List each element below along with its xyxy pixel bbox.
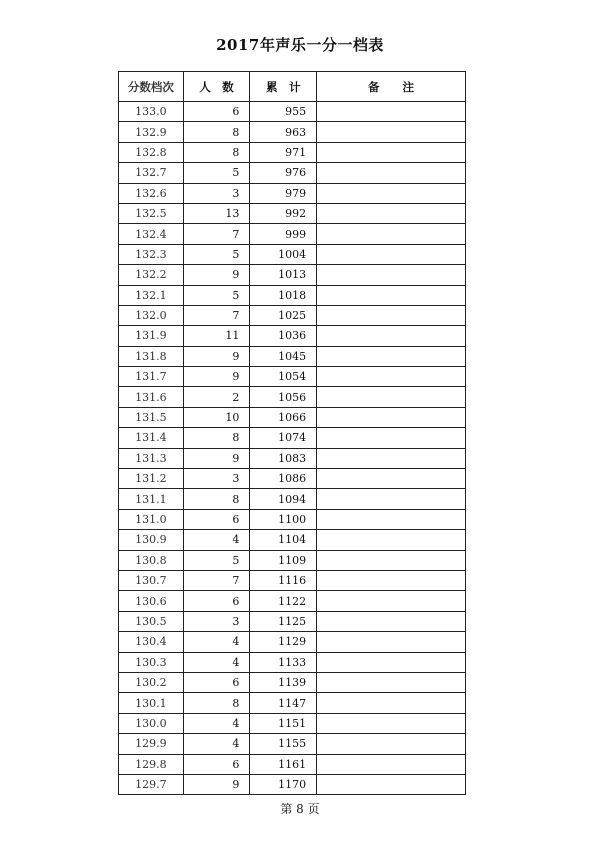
score-cell: 131.5 (119, 407, 184, 427)
score-cell: 131.0 (119, 509, 184, 529)
cumulative-cell: 979 (250, 183, 317, 203)
cumulative-cell: 1004 (250, 244, 317, 264)
note-cell (317, 570, 466, 590)
count-cell: 9 (183, 265, 250, 285)
score-cell: 130.6 (119, 591, 184, 611)
table-row (119, 734, 466, 754)
table-row (119, 265, 466, 285)
note-cell (317, 469, 466, 489)
table-row (119, 570, 466, 590)
count-cell: 6 (183, 102, 250, 122)
count-cell: 6 (183, 754, 250, 774)
count-cell: 5 (183, 244, 250, 264)
note-cell (317, 672, 466, 692)
cumulative-cell: 1083 (250, 448, 317, 468)
count-cell: 8 (183, 693, 250, 713)
cumulative-cell: 1045 (250, 346, 317, 366)
table-row (119, 774, 466, 794)
note-cell (317, 530, 466, 550)
cumulative-cell: 963 (250, 122, 317, 142)
score-cell: 130.7 (119, 570, 184, 590)
cumulative-cell: 1155 (250, 734, 317, 754)
count-cell: 7 (183, 305, 250, 325)
table-body (119, 102, 466, 795)
score-cell: 131.6 (119, 387, 184, 407)
table-row (119, 122, 466, 142)
score-cell: 129.7 (119, 774, 184, 794)
table-row (119, 632, 466, 652)
note-cell (317, 489, 466, 509)
count-cell: 10 (183, 407, 250, 427)
table-row (119, 448, 466, 468)
cumulative-cell: 1122 (250, 591, 317, 611)
cumulative-cell: 1086 (250, 469, 317, 489)
table-row (119, 142, 466, 162)
score-cell: 131.3 (119, 448, 184, 468)
table-row (119, 754, 466, 774)
table-row (119, 693, 466, 713)
table-row (119, 102, 466, 122)
table-row (119, 469, 466, 489)
table-row (119, 244, 466, 264)
count-cell: 3 (183, 611, 250, 631)
count-cell: 9 (183, 774, 250, 794)
note-cell (317, 713, 466, 733)
count-cell: 6 (183, 672, 250, 692)
score-cell: 132.7 (119, 163, 184, 183)
score-cell: 130.1 (119, 693, 184, 713)
score-cell: 130.3 (119, 652, 184, 672)
count-cell: 5 (183, 550, 250, 570)
cumulative-cell: 1170 (250, 774, 317, 794)
table-row (119, 367, 466, 387)
table-row (119, 428, 466, 448)
score-cell: 132.5 (119, 203, 184, 223)
cumulative-cell: 1104 (250, 530, 317, 550)
note-cell (317, 285, 466, 305)
score-cell: 130.8 (119, 550, 184, 570)
count-cell: 8 (183, 489, 250, 509)
score-cell: 129.8 (119, 754, 184, 774)
count-cell: 4 (183, 632, 250, 652)
cumulative-cell: 1161 (250, 754, 317, 774)
table-row (119, 305, 466, 325)
note-cell (317, 448, 466, 468)
note-cell (317, 305, 466, 325)
score-cell: 132.4 (119, 224, 184, 244)
page-number: 第 8 页 (280, 802, 320, 816)
table-row (119, 326, 466, 346)
note-cell (317, 326, 466, 346)
note-cell (317, 142, 466, 162)
count-cell: 4 (183, 530, 250, 550)
table-row (119, 672, 466, 692)
cumulative-cell: 976 (250, 163, 317, 183)
table-row (119, 203, 466, 223)
cumulative-cell: 1129 (250, 632, 317, 652)
note-cell (317, 774, 466, 794)
count-cell: 3 (183, 469, 250, 489)
cumulative-cell: 1147 (250, 693, 317, 713)
score-cell: 131.7 (119, 367, 184, 387)
score-cell: 131.9 (119, 326, 184, 346)
score-cell: 133.0 (119, 102, 184, 122)
count-cell: 4 (183, 734, 250, 754)
table-row (119, 346, 466, 366)
cumulative-cell: 1025 (250, 305, 317, 325)
cumulative-cell: 1094 (250, 489, 317, 509)
count-cell: 5 (183, 285, 250, 305)
note-cell (317, 102, 466, 122)
note-cell (317, 734, 466, 754)
score-cell: 131.4 (119, 428, 184, 448)
score-cell: 131.2 (119, 469, 184, 489)
header-score: 分数档次 (119, 72, 184, 102)
header-note: 备 注 (317, 72, 466, 102)
note-cell (317, 754, 466, 774)
table-row (119, 591, 466, 611)
score-cell: 131.8 (119, 346, 184, 366)
note-cell (317, 652, 466, 672)
score-cell: 132.1 (119, 285, 184, 305)
count-cell: 4 (183, 713, 250, 733)
header-count: 人 数 (183, 72, 250, 102)
score-cell: 132.3 (119, 244, 184, 264)
cumulative-cell: 1066 (250, 407, 317, 427)
count-cell: 5 (183, 163, 250, 183)
score-cell: 130.9 (119, 530, 184, 550)
note-cell (317, 163, 466, 183)
count-cell: 9 (183, 346, 250, 366)
note-cell (317, 346, 466, 366)
note-cell (317, 122, 466, 142)
cumulative-cell: 1074 (250, 428, 317, 448)
page-title: 2017年声乐一分一档表 (216, 36, 384, 54)
score-cell: 132.0 (119, 305, 184, 325)
score-cell: 132.6 (119, 183, 184, 203)
table-row (119, 611, 466, 631)
table-row (119, 713, 466, 733)
table-header-row (119, 72, 466, 102)
score-cell: 132.9 (119, 122, 184, 142)
cumulative-cell: 1125 (250, 611, 317, 631)
cumulative-cell: 999 (250, 224, 317, 244)
score-table (118, 71, 466, 795)
score-cell: 132.8 (119, 142, 184, 162)
count-cell: 6 (183, 509, 250, 529)
cumulative-cell: 1054 (250, 367, 317, 387)
cumulative-cell: 1109 (250, 550, 317, 570)
cumulative-cell: 1139 (250, 672, 317, 692)
cumulative-cell: 1018 (250, 285, 317, 305)
note-cell (317, 224, 466, 244)
count-cell: 3 (183, 183, 250, 203)
cumulative-cell: 1116 (250, 570, 317, 590)
note-cell (317, 611, 466, 631)
cumulative-cell: 971 (250, 142, 317, 162)
note-cell (317, 550, 466, 570)
score-cell: 130.5 (119, 611, 184, 631)
note-cell (317, 183, 466, 203)
header-cumulative: 累 计 (250, 72, 317, 102)
score-cell: 132.2 (119, 265, 184, 285)
note-cell (317, 265, 466, 285)
note-cell (317, 509, 466, 529)
score-cell: 131.1 (119, 489, 184, 509)
count-cell: 7 (183, 224, 250, 244)
note-cell (317, 244, 466, 264)
score-cell: 130.0 (119, 713, 184, 733)
cumulative-cell: 1151 (250, 713, 317, 733)
count-cell: 9 (183, 367, 250, 387)
note-cell (317, 693, 466, 713)
count-cell: 7 (183, 570, 250, 590)
count-cell: 8 (183, 122, 250, 142)
table-row (119, 550, 466, 570)
table-row (119, 509, 466, 529)
table-row (119, 224, 466, 244)
note-cell (317, 591, 466, 611)
count-cell: 4 (183, 652, 250, 672)
note-cell (317, 387, 466, 407)
cumulative-cell: 1056 (250, 387, 317, 407)
count-cell: 8 (183, 142, 250, 162)
cumulative-cell: 992 (250, 203, 317, 223)
cumulative-cell: 1100 (250, 509, 317, 529)
note-cell (317, 407, 466, 427)
table-row (119, 285, 466, 305)
count-cell: 2 (183, 387, 250, 407)
score-cell: 130.4 (119, 632, 184, 652)
table-row (119, 387, 466, 407)
cumulative-cell: 1013 (250, 265, 317, 285)
note-cell (317, 203, 466, 223)
note-cell (317, 367, 466, 387)
count-cell: 13 (183, 203, 250, 223)
table-row (119, 530, 466, 550)
table-row (119, 183, 466, 203)
count-cell: 8 (183, 428, 250, 448)
cumulative-cell: 955 (250, 102, 317, 122)
note-cell (317, 632, 466, 652)
count-cell: 11 (183, 326, 250, 346)
table-row (119, 163, 466, 183)
count-cell: 9 (183, 448, 250, 468)
table-row (119, 407, 466, 427)
score-cell: 130.2 (119, 672, 184, 692)
table-row (119, 652, 466, 672)
count-cell: 6 (183, 591, 250, 611)
cumulative-cell: 1036 (250, 326, 317, 346)
score-cell: 129.9 (119, 734, 184, 754)
table-row (119, 489, 466, 509)
cumulative-cell: 1133 (250, 652, 317, 672)
note-cell (317, 428, 466, 448)
